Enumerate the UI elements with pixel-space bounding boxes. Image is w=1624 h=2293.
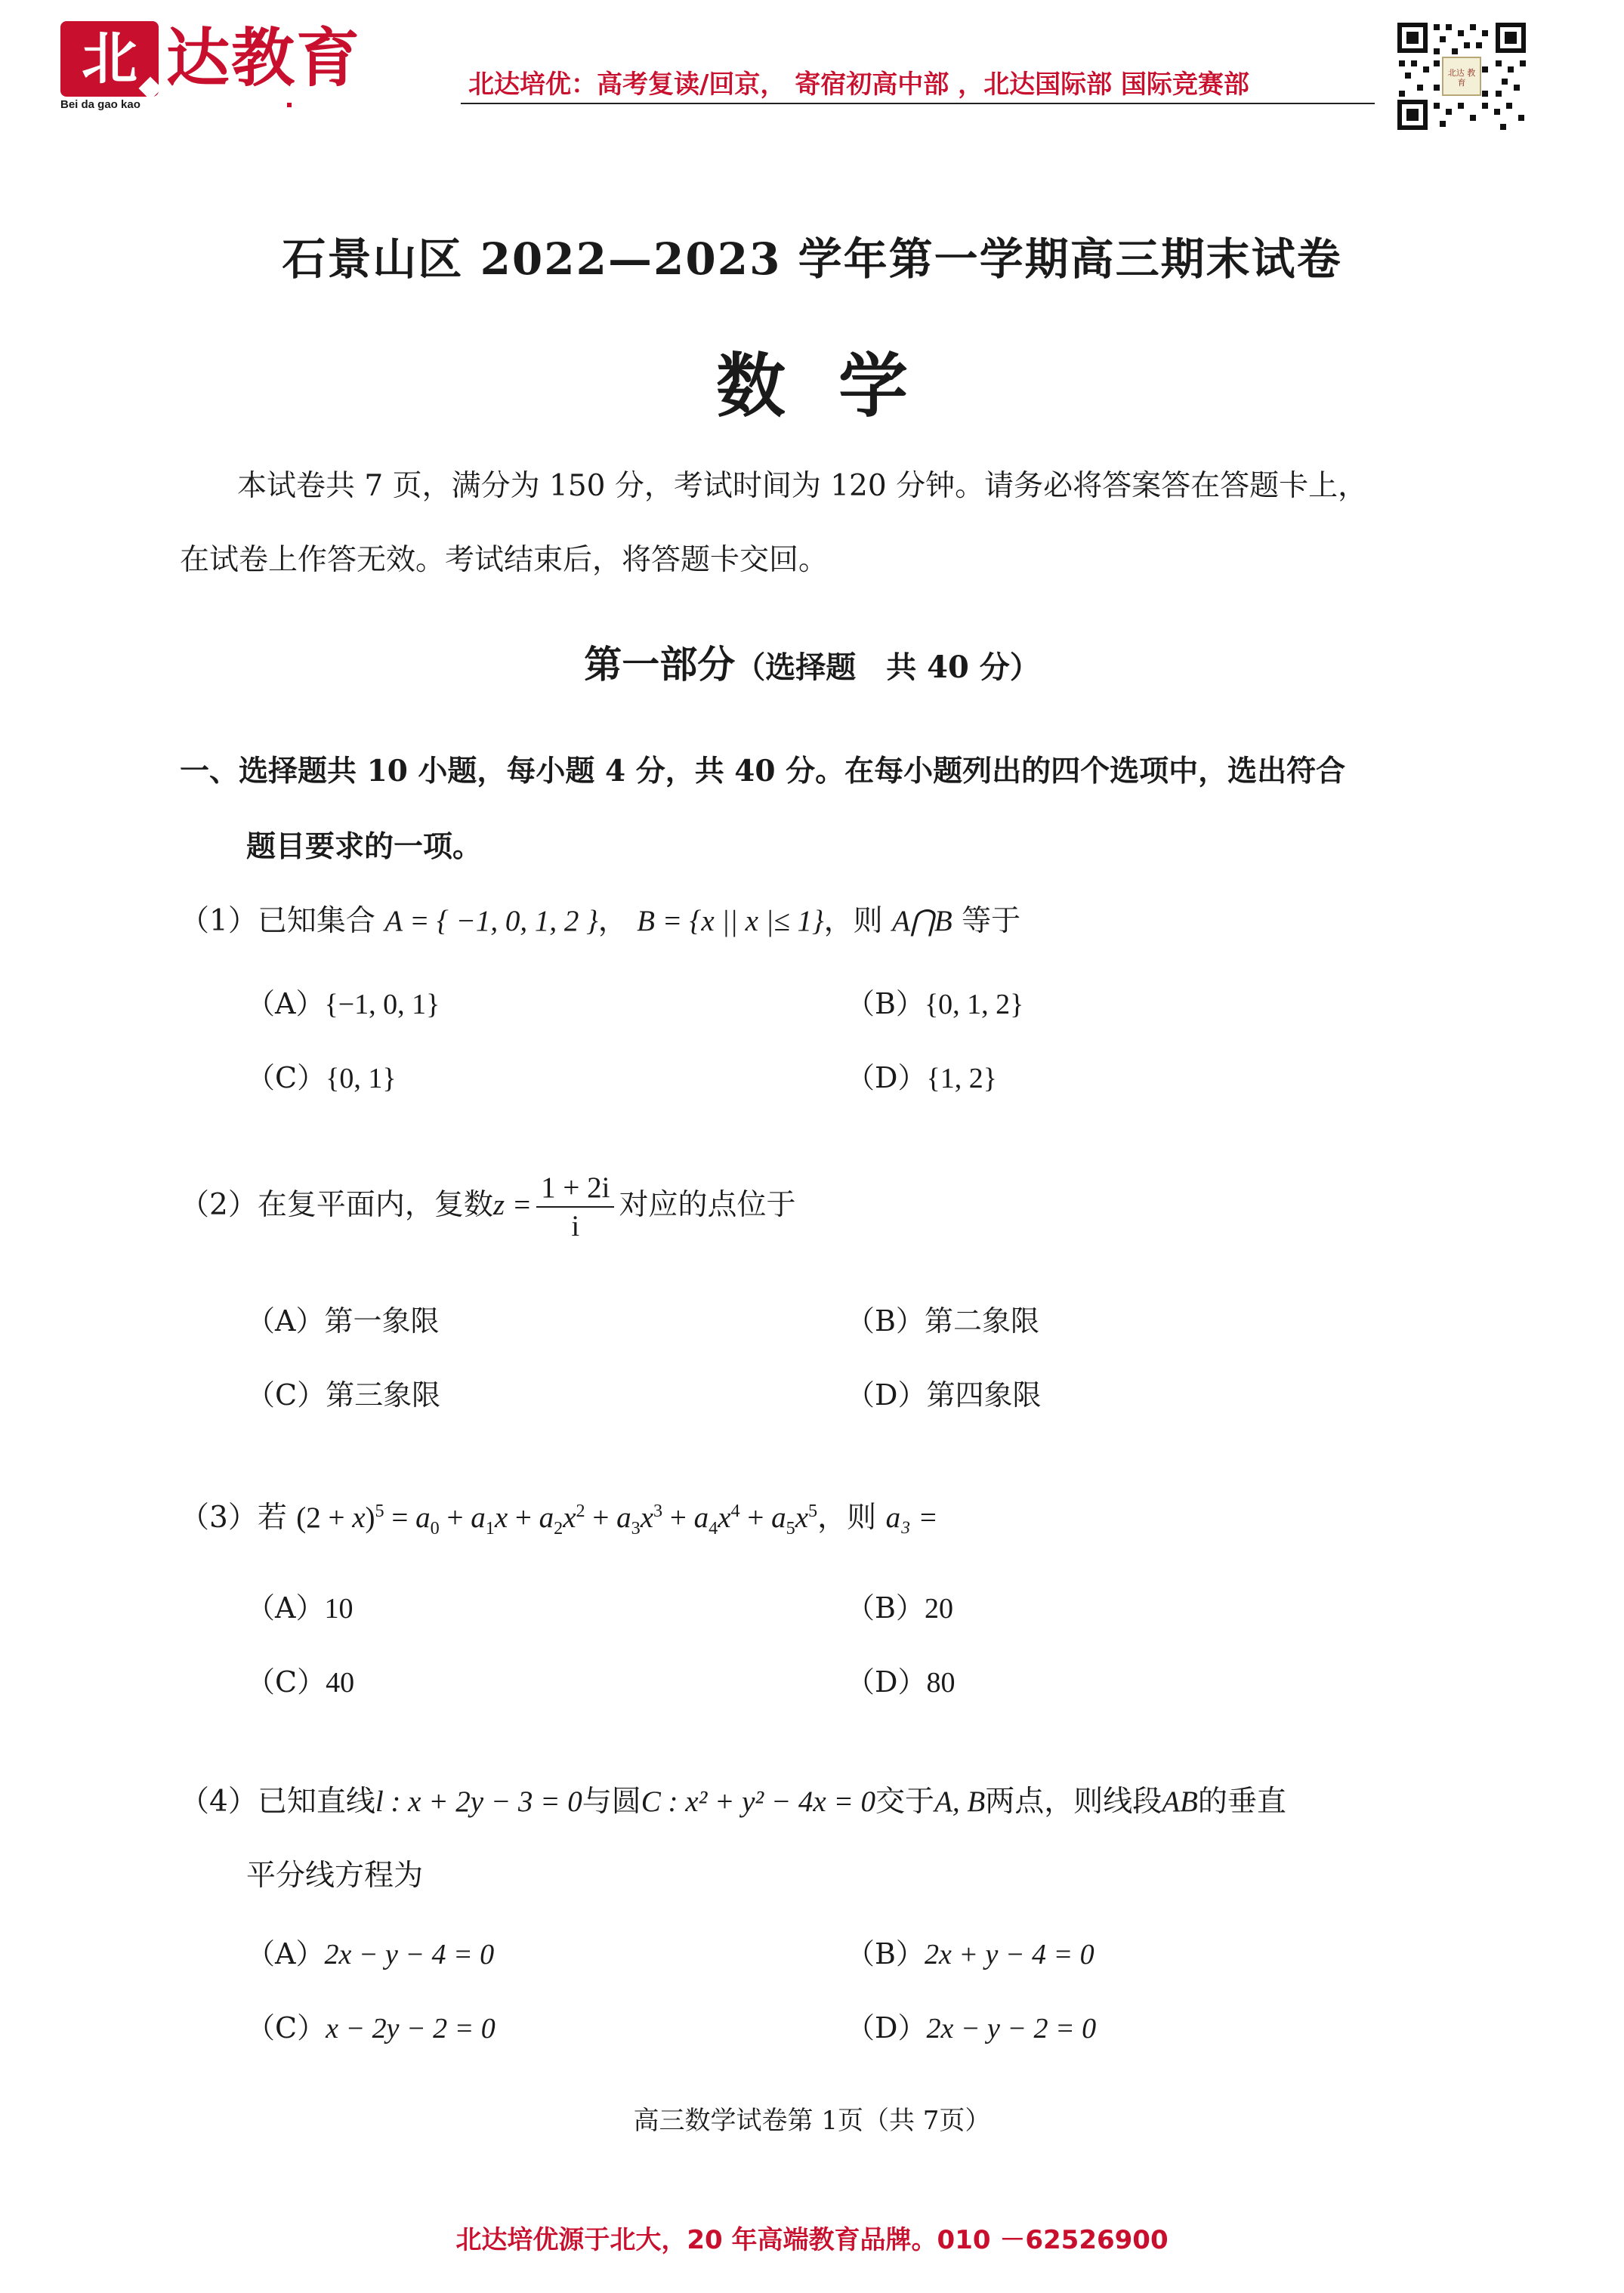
math-target: a₃ = — [885, 1501, 938, 1534]
option-label: （A） — [246, 987, 325, 1020]
question-text: 与圆 — [582, 1785, 641, 1819]
math-variable: z = — [492, 1189, 533, 1221]
math-circle: C : x² + y² − 4x = 0 — [641, 1785, 876, 1818]
part-title — [0, 634, 1624, 689]
option-text: {0, 1} — [326, 1063, 397, 1094]
logo-name: 达教育 — [166, 20, 362, 95]
intro-line-2: 在试卷上作答无效。考试结束后，将答题卡交回。 — [180, 543, 829, 577]
math-line: l : x + 2y − 3 = 0 — [375, 1785, 582, 1818]
option-a — [246, 1298, 439, 1339]
option-label: （D） — [846, 2011, 927, 2045]
part-name: 第一部分 — [584, 642, 736, 687]
logo-pinyin: Bei da gao kao — [60, 98, 140, 111]
math-set-b: B = {x || x |≤ 1} — [637, 905, 824, 937]
option-label: （D） — [846, 1378, 927, 1412]
option-text: {−1, 0, 1} — [324, 989, 440, 1020]
qr-center-label: 北达 教育 — [1447, 68, 1476, 88]
header-divider — [461, 103, 1375, 104]
question-text: 交于 — [875, 1785, 935, 1819]
option-d — [846, 1054, 997, 1096]
option-label: （A） — [246, 1304, 325, 1338]
question-1 — [180, 897, 1020, 940]
question-text: 若 — [257, 1501, 287, 1535]
exam-title: 石景山区 2022—2023 学年第一学期高三期末试卷 — [282, 233, 1342, 285]
footer-advert: 北达培优源于北大，20 年高端教育品牌。010 －62526900 — [455, 2225, 1169, 2255]
option-d — [846, 1659, 955, 1700]
option-text: 10 — [324, 1593, 354, 1625]
math-fraction — [536, 1171, 614, 1243]
option-text: x − 2y − 2 = 0 — [326, 2013, 496, 2045]
question-text: 的垂直 — [1197, 1785, 1286, 1819]
section-instruction-1: 一、选择题共 10 小题，每小题 4 分，共 40 分。在每小题列出的四个选项中，选出符合 — [180, 754, 1346, 789]
option-text: 20 — [924, 1593, 953, 1625]
header-slogan: 北达培优：高考复读/回京， 寄宿初高中部 ，北达国际部 国际竞赛部 — [468, 69, 1249, 100]
option-text: 第二象限 — [924, 1304, 1039, 1338]
option-label: （A） — [246, 1937, 325, 1970]
option-text: 80 — [926, 1667, 956, 1699]
question-text: 已知集合 — [257, 904, 375, 938]
question-number: （2） — [180, 1188, 258, 1222]
option-text: 第四象限 — [926, 1378, 1042, 1412]
math-intersection: A⋂B — [892, 905, 952, 937]
option-a — [246, 1585, 353, 1626]
question-text: 两点，则线段 — [985, 1785, 1162, 1819]
page-footer: 高三数学试卷第 1页（共 7页） — [633, 2106, 991, 2136]
option-label: （B） — [846, 1304, 925, 1338]
option-label: （C） — [246, 2011, 326, 2045]
option-c — [246, 1372, 440, 1413]
option-label: （B） — [846, 1591, 925, 1625]
option-label: （D） — [846, 1061, 927, 1094]
option-text: {0, 1, 2} — [924, 989, 1024, 1020]
question-4-continued: 平分线方程为 — [246, 1859, 424, 1893]
math-set-a: A = { −1, 0, 1, 2 } — [384, 905, 598, 937]
brand-logo — [60, 20, 408, 111]
question-text: ，则 — [823, 904, 883, 938]
option-b — [846, 1298, 1039, 1339]
question-text: 已知直线 — [257, 1785, 375, 1819]
question-4 — [180, 1778, 1286, 1820]
option-a — [246, 1930, 494, 1972]
math-segment: AB — [1162, 1785, 1198, 1818]
intro-line-1: 本试卷共 7 页，满分为 150 分，考试时间为 120 分钟。请务必将答案答在答题卡上， — [237, 469, 1368, 503]
option-text: 第一象限 — [324, 1304, 440, 1338]
question-number: （1） — [180, 904, 258, 938]
logo-dot — [287, 103, 292, 107]
question-text: ，则 — [817, 1501, 877, 1535]
fraction-denominator: i — [571, 1210, 580, 1242]
option-text: 2x − y − 2 = 0 — [926, 2013, 1097, 2045]
option-label: （C） — [246, 1665, 326, 1699]
option-label: （C） — [246, 1378, 326, 1412]
part-subtitle: （选择题 共 40 分） — [735, 650, 1040, 685]
option-text: 第三象限 — [326, 1378, 441, 1412]
logo-mark: 北 — [60, 21, 159, 97]
option-b — [846, 980, 1023, 1022]
option-c — [246, 1659, 354, 1700]
question-3 — [180, 1494, 938, 1536]
option-d — [846, 1372, 1041, 1413]
option-c — [246, 1054, 397, 1096]
option-label: （A） — [246, 1591, 325, 1625]
question-number: （3） — [180, 1501, 258, 1535]
math-points: A, B — [934, 1785, 986, 1818]
fraction-numerator: 1 + 2i — [536, 1171, 614, 1208]
question-2 — [180, 1171, 795, 1243]
option-text: 2x − y − 4 = 0 — [324, 1939, 495, 1970]
option-text: 2x + y − 4 = 0 — [924, 1939, 1095, 1970]
section-instruction-2: 题目要求的一项。 — [246, 829, 483, 864]
option-d — [846, 2004, 1096, 2046]
option-label: （B） — [846, 987, 925, 1020]
question-text: 对应的点位于 — [619, 1188, 796, 1222]
option-c — [246, 2004, 496, 2046]
option-label: （D） — [846, 1665, 927, 1699]
option-b — [846, 1930, 1095, 1972]
subject-title: 数学 — [715, 346, 961, 427]
question-number: （4） — [180, 1785, 258, 1819]
question-text: 在复平面内，复数 — [257, 1188, 493, 1222]
question-text: 等于 — [962, 904, 1021, 938]
question-text: ， — [597, 904, 628, 938]
option-b — [846, 1585, 953, 1626]
math-expansion: $(2 + x)^5 = a_0 + a_1x + a_2x^2 + a_3x^3 + a_4x^4 + a_5x^5$ — [296, 1501, 818, 1538]
option-label: （B） — [846, 1937, 925, 1970]
option-a — [246, 980, 440, 1022]
option-text: 40 — [326, 1667, 355, 1699]
option-label: （C） — [246, 1061, 326, 1094]
option-text: {1, 2} — [926, 1063, 997, 1094]
